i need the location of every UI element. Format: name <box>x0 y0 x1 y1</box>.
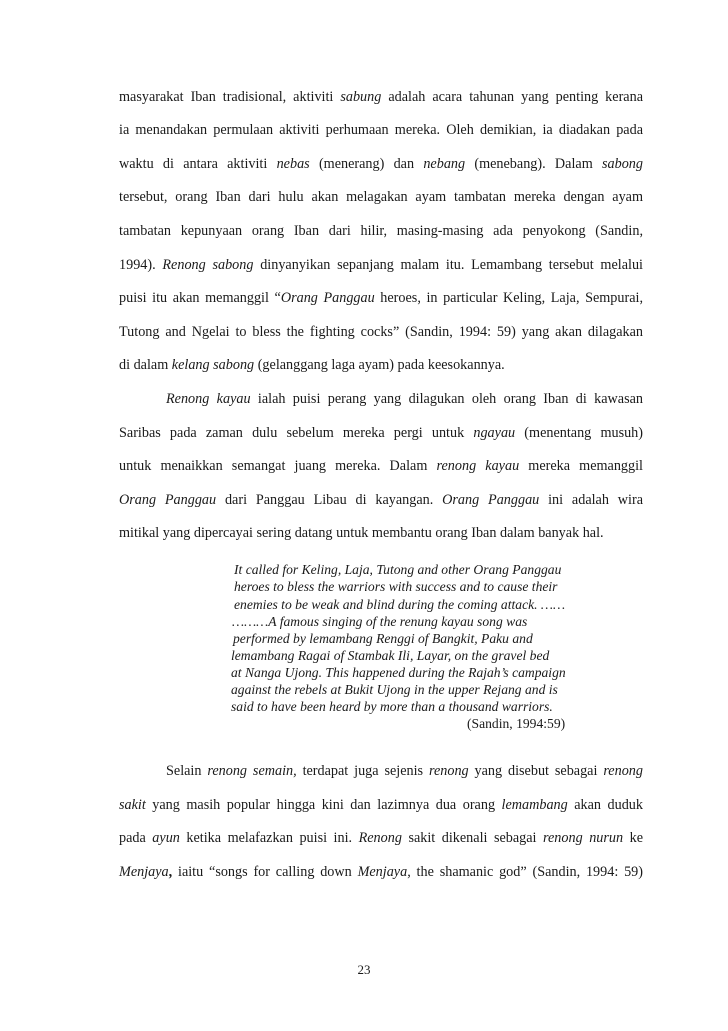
body-line: masyarakat Iban tradisional, aktiviti sabung adalah acara tahunan yang penting kerana <box>119 89 643 105</box>
page-number: 23 <box>357 962 371 977</box>
body-line: di dalam kelang sabong (gelanggang laga ayam) pada keesokannya. <box>119 357 505 373</box>
body-line: puisi itu akan memanggil “Orang Panggau heroes, in particular Keling, Laja, Sempurai, <box>119 290 644 306</box>
quote-line: lemambang Ragai of Stambak Ili, Layar, on the gravel bed <box>231 648 550 663</box>
body-line: Saribas pada zaman dulu sebelum mereka pergi untuk ngayau (menentang musuh) <box>119 425 644 441</box>
quote-line: performed by lemambang Renggi of Bangkit, Paku and <box>233 631 533 646</box>
body-line: waktu di antara aktiviti nebas (menerang) dan nebang (menebang). Dalam sabong <box>119 156 643 172</box>
body-line: tambatan kepunyaan orang Iban dari hilir, masing-masing ada penyokong (Sandin, <box>119 223 643 239</box>
body-line: Renong kayau ialah puisi perang yang dilagukan oleh orang Iban di kawasan <box>166 391 644 407</box>
quote-line: said to have been heard by more than a thousand warriors. <box>231 699 553 714</box>
quote-line: It called for Keling, Laja, Tutong and other Orang Panggau <box>234 562 562 577</box>
body-line: ia menandakan permulaan aktiviti perhumaan mereka. Oleh demikian, ia diadakan pada <box>119 122 643 138</box>
body-line: Menjaya, iaitu “songs for calling down Menjaya, the shamanic god” (Sandin, 1994: 59) <box>119 864 644 880</box>
quote-line: enemies to be weak and blind during the coming attack. …… <box>234 597 566 612</box>
body-line: pada ayun ketika melafazkan puisi ini. Renong sakit dikenali sebagai renong nurun ke <box>119 830 643 846</box>
quote-citation: (Sandin, 1994:59) <box>467 716 566 731</box>
body-line: tersebut, orang Iban dari hulu akan melagakan ayam tambatan mereka dengan ayam <box>119 189 643 205</box>
body-line: untuk menaikkan semangat juang mereka. Dalam renong kayau mereka memanggil <box>119 458 643 474</box>
body-line: Selain renong semain, terdapat juga sejenis renong yang disebut sebagai renong <box>166 763 643 779</box>
body-line: mitikal yang dipercayai sering datang untuk membantu orang Iban dalam banyak hal. <box>119 525 604 541</box>
quote-line: against the rebels at Bukit Ujong in the upper Rejang and is <box>231 682 558 697</box>
quote-line: ………A famous singing of the renung kayau song was <box>232 614 528 629</box>
quote-line: at Nanga Ujong. This happened during the Rajah’s campaign <box>231 665 566 680</box>
body-line: Orang Panggau dari Panggau Libau di kayangan. Orang Panggau ini adalah wira <box>119 492 643 508</box>
body-line: Tutong and Ngelai to bless the fighting cocks” (Sandin, 1994: 59) yang akan dilagakan <box>119 324 643 340</box>
body-line: 1994). Renong sabong dinyanyikan sepanjang malam itu. Lemambang tersebut melalui <box>119 257 643 273</box>
quote-line: heroes to bless the warriors with success and to cause their <box>234 579 558 594</box>
body-line: sakit yang masih popular hingga kini dan lazimnya dua orang lemambang akan duduk <box>119 797 643 813</box>
